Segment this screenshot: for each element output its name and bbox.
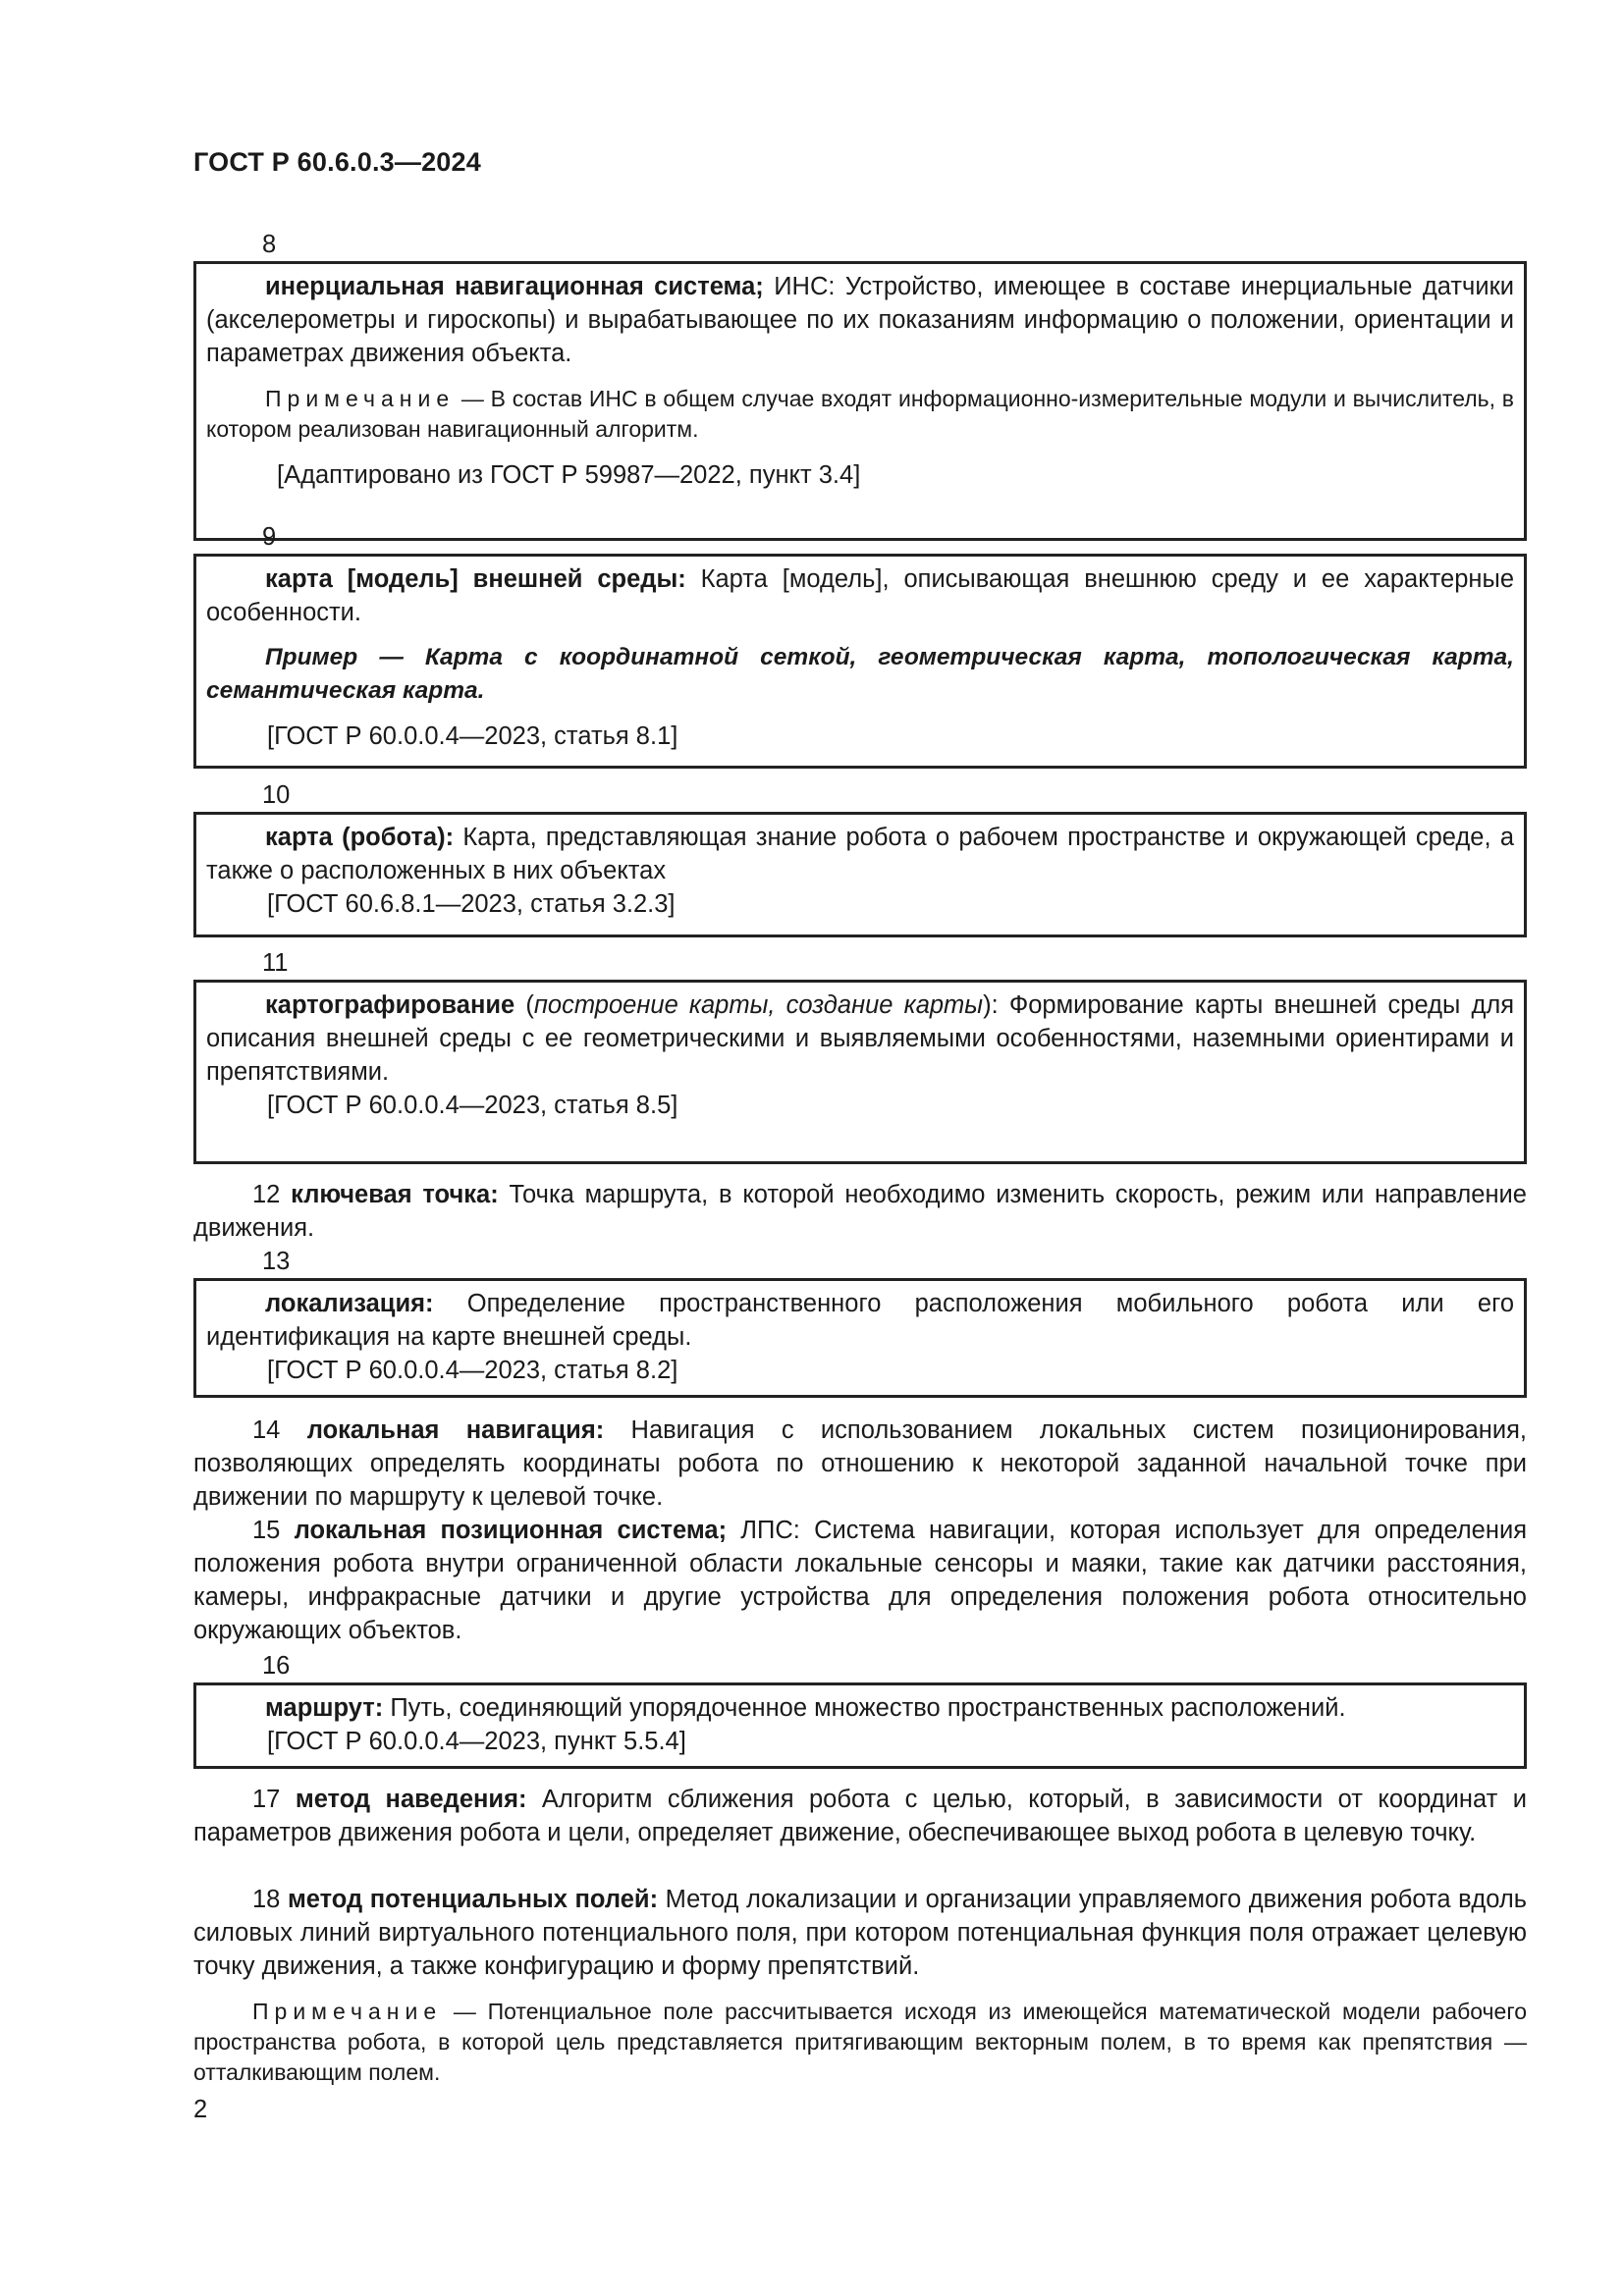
entry-17 xyxy=(193,1783,1527,1849)
entry-number: 11 xyxy=(262,949,289,977)
entry-18 xyxy=(193,1883,1527,2088)
entry-source: [ГОСТ Р 60.0.0.4—2023, пункт 5.5.4] xyxy=(267,1728,686,1755)
page-number: 2 xyxy=(193,2096,208,2123)
entry-number: 14 xyxy=(252,1416,281,1444)
entry-box xyxy=(193,1682,1527,1769)
entry-box xyxy=(193,554,1527,769)
entry-definition xyxy=(193,1178,1527,1245)
entry-note xyxy=(206,384,1514,445)
note-text: — В состав ИНС в общем случае входят информационно-измерительные модули и вычислитель, в котором реализован навигационный алгоритм. xyxy=(206,386,1514,442)
entry-term: локализация: xyxy=(265,1290,434,1317)
entry-term: метод наведения: xyxy=(295,1786,527,1813)
entry-source: [ГОСТ Р 60.0.0.4—2023, статья 8.2] xyxy=(267,1357,678,1384)
entry-synonyms: построение карты, создание карты xyxy=(533,991,984,1019)
entry-term: локальная позиционная система; xyxy=(294,1517,728,1544)
entry-8 xyxy=(193,228,1527,541)
entry-definition-text: Карта, представляющая знание робота о рабочем пространстве и окружающей среде, а также о расположенных в них объектах xyxy=(206,824,1514,884)
entry-number: 8 xyxy=(262,231,277,258)
entry-12 xyxy=(193,1178,1527,1245)
entry-term: ключевая точка: xyxy=(291,1181,499,1208)
entry-definition-text: Формирование карты внешней среды для описания внешней среды с ее геометрическими и выявляемыми особенностями, наземными ориентирами и препятствиями. xyxy=(206,991,1515,1086)
entry-definition-text: Метод локализации и организации управляемого движения робота вдоль силовых линий виртуального потенциального поля, при котором потенциальная функция поля отражает целевую точку движения, а также конфигурацию и форму препятствий. xyxy=(193,1886,1527,1980)
entry-definition-text: Точка маршрута, в которой необходимо изменить скорость, режим или направление движения. xyxy=(193,1181,1527,1242)
entry-number: 13 xyxy=(262,1248,291,1275)
entry-definition xyxy=(206,562,1514,629)
entry-definition xyxy=(206,1691,1514,1725)
entry-definition-text: Карта [модель], описывающая внешнюю среду и ее характерные особенности. xyxy=(206,565,1514,626)
entry-13 xyxy=(193,1245,1527,1398)
entry-16 xyxy=(193,1649,1527,1769)
entry-10 xyxy=(193,778,1527,937)
entry-definition-text: Путь, соединяющий упорядоченное множество пространственных расположений. xyxy=(383,1694,1346,1722)
note-label: Примечание xyxy=(265,386,456,411)
entry-term: метод потенциальных полей: xyxy=(287,1886,659,1913)
entry-number: 9 xyxy=(262,523,277,551)
entry-source: [Адаптировано из ГОСТ Р 59987—2022, пункт 3.4] xyxy=(277,461,861,489)
entry-definition-text: Навигация с использованием локальных систем позиционирования, позволяющих определять координаты робота по отношению к некоторой заданной начальной точке при движении по маршруту к целевой точке. xyxy=(193,1416,1527,1511)
entry-definition xyxy=(206,821,1514,887)
entry-number: 18 xyxy=(252,1886,281,1913)
note-text: — Потенциальное поле рассчитывается исходя из имеющейся математической модели рабочего пространства робота, в которой цель представляется притягивающим векторным полем, в то время как препятствия — отталкивающим полем. xyxy=(193,1999,1527,2085)
entry-definition-text: Алгоритм сближения робота с целью, который, в зависимости от координат и параметров движения робота и цели, определяет движение, обеспечивающее выход робота в целевую точку. xyxy=(193,1786,1527,1846)
entry-box xyxy=(193,1278,1527,1398)
entry-definition xyxy=(193,1783,1527,1849)
entry-term: маршрут: xyxy=(265,1694,384,1722)
entry-14 xyxy=(193,1414,1527,1514)
entry-source: [ГОСТ Р 60.0.0.4—2023, статья 8.1] xyxy=(267,722,678,750)
entry-definition xyxy=(206,270,1514,370)
entry-definition xyxy=(206,988,1514,1089)
entry-definition xyxy=(206,1287,1514,1354)
entry-term: локальная навигация: xyxy=(306,1416,605,1444)
entry-definition-text: ИНС: Устройство, имеющее в составе инерциальные датчики (акселерометры и гироскопы) и вырабатывающее по их показаниям информацию о положении, ориентации и параметрах движения объекта. xyxy=(206,273,1514,367)
entry-number: 12 xyxy=(252,1181,281,1208)
note-label: Примечание xyxy=(252,1999,443,2024)
entry-definition xyxy=(193,1514,1527,1647)
entry-number: 16 xyxy=(262,1652,291,1680)
document-header: ГОСТ Р 60.6.0.3—2024 xyxy=(193,147,481,177)
entry-15 xyxy=(193,1514,1527,1647)
entry-number: 15 xyxy=(252,1517,281,1544)
entry-box xyxy=(193,812,1527,937)
synonym-paren-open: ( xyxy=(514,991,534,1019)
entry-number: 17 xyxy=(252,1786,281,1813)
entry-9 xyxy=(193,520,1527,769)
entry-box xyxy=(193,980,1527,1164)
entry-definition xyxy=(193,1414,1527,1514)
entry-source: [ГОСТ Р 60.0.0.4—2023, статья 8.5] xyxy=(267,1092,678,1119)
entry-definition-text: ЛПС: Система навигации, которая использует для определения положения робота внутри ограниченной области локальные сенсоры и маяки, такие как датчики расстояния, камеры, инфракрасные датчики и другие устройства для определения положения робота относительно окружающих объектов. xyxy=(193,1517,1527,1644)
entry-term: карта [модель] внешней среды: xyxy=(265,565,686,593)
entry-term: карта (робота): xyxy=(265,824,455,851)
entry-term: инерциальная навигационная система; xyxy=(265,273,764,300)
entry-11 xyxy=(193,946,1527,1164)
entry-source: [ГОСТ 60.6.8.1—2023, статья 3.2.3] xyxy=(267,890,676,918)
entry-number: 10 xyxy=(262,781,291,809)
entry-note xyxy=(193,1997,1527,2088)
entry-box xyxy=(193,261,1527,541)
synonym-paren-close: ): xyxy=(983,991,1009,1019)
entry-example: Пример — Карта с координатной сеткой, геометрическая карта, топологическая карта, семантическая карта. xyxy=(206,644,1514,704)
entry-definition xyxy=(193,1883,1527,1983)
entry-term: картографирование xyxy=(265,991,515,1019)
entry-definition-text: Определение пространственного расположения мобильного робота или его идентификация на карте внешней среды. xyxy=(206,1290,1514,1351)
